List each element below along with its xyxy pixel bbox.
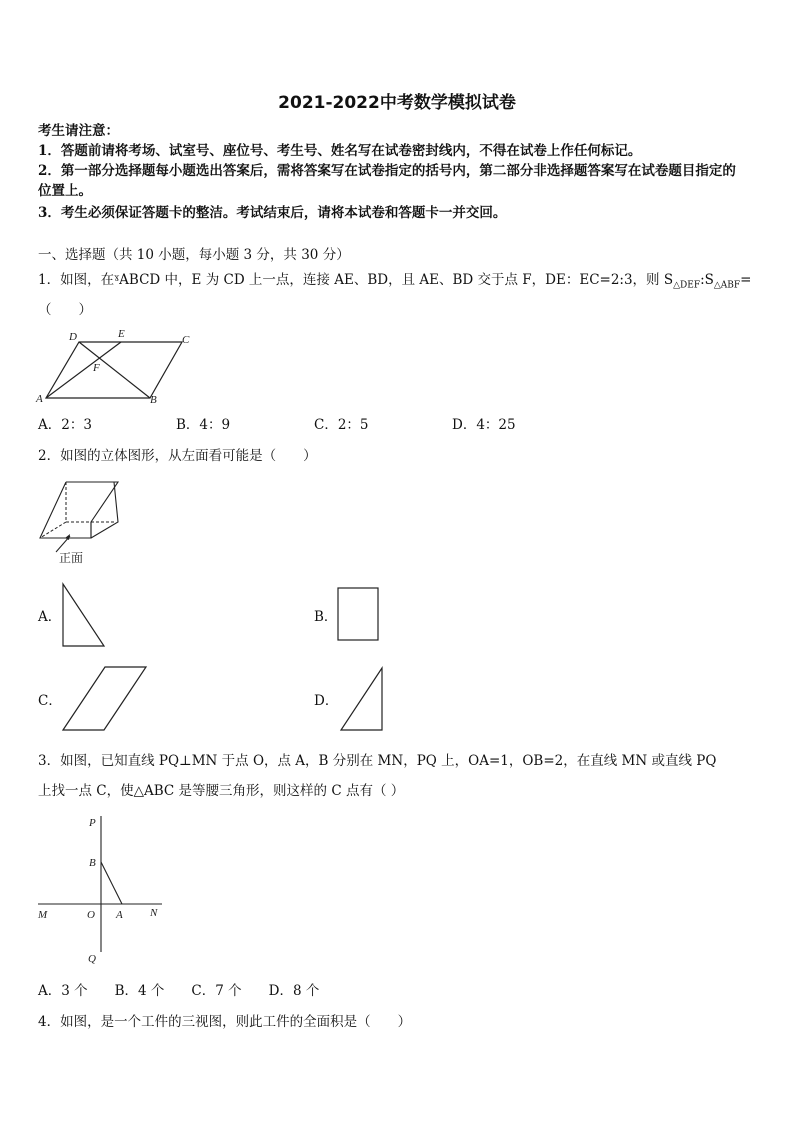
segment-ab [101,862,122,904]
area-sub-abf: △ABF [713,280,741,291]
question-1-stem: 1．如图，在ˠABCD 中，E 为 CD 上一点，连接 AE、BD，且 AE、BD 交于点 F，DE：EC=2:3，则 S [38,272,674,288]
q2-option-a-label: A． [38,609,62,625]
rectangle-shape [338,588,378,640]
section-heading: 一、选择题（共 10 小题，每小题 3 分，共 30 分） [38,247,350,263]
label-c: C [182,334,190,346]
notice-item-2-cont: 位置上。 [38,183,92,199]
q3-options: A．3 个 B．4 个 C．7 个 D．8 个 [38,983,320,999]
q2-option-b-figure [336,586,382,644]
notice-item-2: 2．第一部分选择题每小题选出答案后，需将答案写在试卷指定的括号内，第二部分非选择题答案写在试卷题目指定的 [38,163,736,179]
q1-option-d: D．4：25 [452,417,516,433]
q2-option-b-label: B． [314,609,338,625]
label-a: A [116,909,123,921]
solid-figure [34,476,134,568]
question-2-text: 2．如图的立体图形，从左面看可能是（ ） [38,448,317,464]
parallelogram-figure [34,328,204,408]
notice-item-1: 1．答题前请将考场、试室号、座位号、考生号、姓名写在试卷密封线内，不得在试卷上作任何标记。 [38,143,642,159]
question-3-line-2: 上找一点 C，使△ABC 是等腰三角形，则这样的 C 点有（ ） [38,783,405,799]
right-triangle-shape [63,584,104,646]
perpendicular-lines-figure [34,812,169,970]
visible-edges-front [40,482,118,538]
question-1-text [38,270,751,296]
q2-option-c-label: C． [38,693,62,709]
label-a: A [36,393,43,405]
label-f: F [93,362,100,374]
question-3-line-1: 3．如图，已知直线 PQ⊥MN 于点 O，点 A，B 分别在 MN，PQ 上，OA=1，OB=2，在直线 MN 或直线 PQ [38,753,717,769]
visible-edges-side [91,482,118,538]
equals-sign: = [740,272,752,288]
question-4-text: 4．如图，是一个工件的三视图，则此工件的全面积是（ ） [38,1014,412,1030]
triangle-shape [341,668,382,730]
q1-option-b: B．4：9 [176,417,231,433]
notice-item-3: 3．考生必须保证答题卡的整洁。考试结束后，请将本试卷和答题卡一并交回。 [38,205,507,221]
q2-option-d-figure [338,666,386,734]
segment-bd [79,342,150,398]
q1-option-a: A．2：3 [38,417,92,433]
area-sub-def: △DEF [673,280,701,291]
notice-heading: 考生请注意： [38,123,119,139]
q2-option-a-figure [60,582,108,648]
question-1-bracket: （ ） [38,302,92,318]
label-o: O [87,909,95,921]
front-arrow-head [65,534,70,540]
label-b: B [89,857,96,869]
label-q: Q [88,953,96,965]
label-b: B [150,394,157,406]
area-colon: :S [700,272,714,288]
q2-option-d-label: D． [314,693,339,709]
label-d: D [69,331,77,343]
segment-ae [46,342,121,398]
page-title: 2021-2022中考数学模拟试卷 [278,93,516,113]
label-e: E [118,328,125,340]
parallelogram-shape [63,667,146,730]
label-p: P [89,817,96,829]
q1-option-c: C．2：5 [314,417,369,433]
label-n: N [150,907,158,919]
q2-option-c-figure [60,664,150,734]
front-view-label: 正面 [59,551,84,565]
label-m: M [38,909,48,921]
